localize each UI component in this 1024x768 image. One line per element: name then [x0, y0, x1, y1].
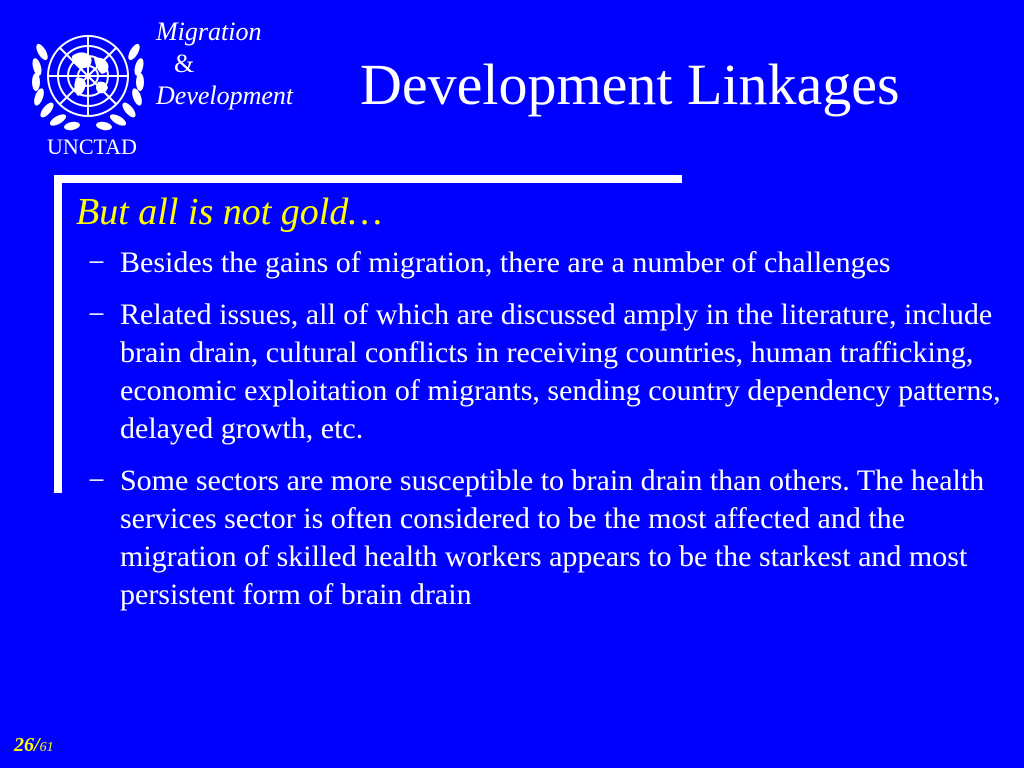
bullet-marker: −: [88, 298, 105, 331]
bullet-text: Related issues, all of which are discussed amply in the literature, include brain drain, cultural conflicts in receiving countries, human trafficking, economic exploitation of migrants, sending country dependency patterns, delayed growth, etc.: [120, 298, 1001, 445]
bullet-item: [88, 244, 1008, 282]
section-heading: But all is not gold…: [76, 191, 383, 233]
frame-top-border: [54, 175, 682, 183]
subtitle-line-migration: Migration: [156, 17, 262, 46]
slide-number-total: 61: [39, 740, 54, 755]
slide-number: [14, 732, 54, 761]
slide-title: Development Linkages: [360, 52, 900, 117]
slide-number-current: 26/: [14, 734, 40, 756]
bullet-text: Besides the gains of migration, there are a number of challenges: [120, 246, 891, 279]
subtitle-line-ampersand: &: [174, 49, 195, 78]
un-emblem-icon: [28, 22, 148, 134]
frame-left-border: [54, 175, 62, 493]
bullet-marker: −: [88, 464, 105, 497]
org-label: UNCTAD: [47, 134, 137, 159]
bullet-list: [88, 244, 1008, 628]
bullet-text: Some sectors are more susceptible to brain drain than others. The health services sector is often considered to be the most affected and the migration of skilled health workers appears to be the starkest and most persistent form of brain drain: [120, 464, 985, 611]
bullet-marker: −: [88, 246, 105, 279]
bullet-item: [88, 462, 1008, 614]
bullet-item: [88, 296, 1008, 448]
logo-subtitle: [156, 16, 346, 112]
subtitle-line-development: Development: [156, 81, 294, 110]
